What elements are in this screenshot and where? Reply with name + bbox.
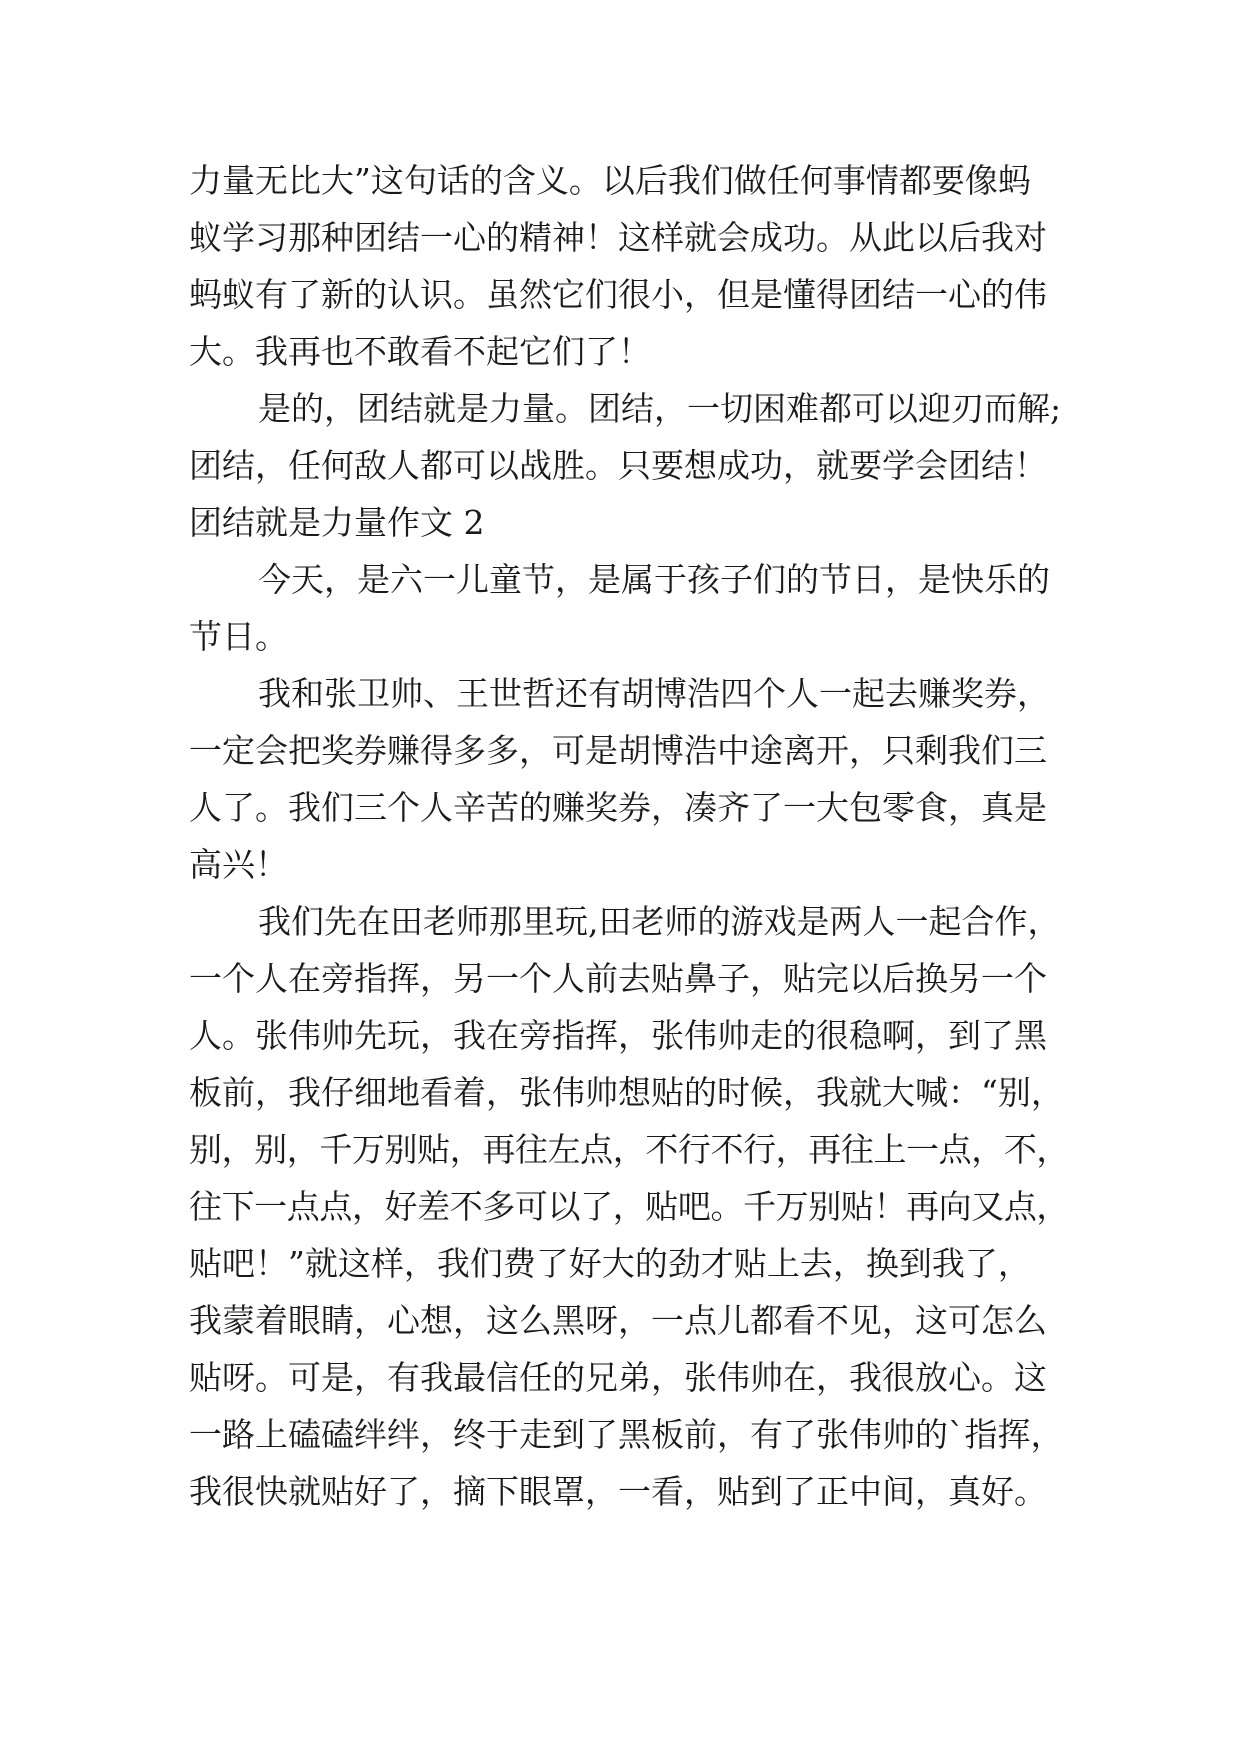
text-line: 贴呀。可是，有我最信任的兄弟，张伟帅在，我很放心。这 [189,1358,1047,1397]
text-line: 我蒙着眼睛，心想，这么黑呀，一点儿都看不见，这可怎么 [189,1301,1047,1340]
body-text [189,152,1069,1520]
text-line: 高兴！ [189,845,288,884]
text-line: 板前，我仔细地看着，张伟帅想贴的时候，我就大喊：“别， [189,1073,1064,1112]
text-line: 节日。 [189,617,288,656]
text-line: 我很快就贴好了，摘下眼罩，一看，贴到了正中间，真好。 [189,1472,1047,1511]
text-line: 贴吧！”就这样，我们费了好大的劲才贴上去，换到我了， [189,1244,1031,1283]
text-line: 我和张卫帅、王世哲还有胡博浩四个人一起去赚奖券， [258,674,1050,713]
text-line: 团结，任何敌人都可以战胜。只要想成功，就要学会团结！ [189,446,1047,485]
text-line: 大。我再也不敢看不起它们了！ [189,332,651,371]
text-line: 别，别，千万别贴，再往左点，不行不行，再往上一点，不， [189,1130,1070,1169]
text-line: 我们先在田老师那里玩,田老师的游戏是两人一起合作， [258,902,1061,941]
text-line: 一路上磕磕绊绊，终于走到了黑板前，有了张伟帅的`指挥， [189,1415,1064,1454]
text-line: 蚁学习那种团结一心的精神！这样就会成功。从此以后我对 [189,218,1047,257]
text-line: 人。张伟帅先玩，我在旁指挥，张伟帅走的很稳啊，到了黑 [189,1016,1047,1055]
text-line: 是的，团结就是力量。团结，一切困难都可以迎刃而解; [258,389,1062,428]
text-line: 人了。我们三个人辛苦的赚奖券，凑齐了一大包零食，真是 [189,788,1047,827]
section-heading: 团结就是力量作文 2 [189,503,485,542]
text-line: 一定会把奖券赚得多多，可是胡博浩中途离开，只剩我们三 [189,731,1047,770]
text-line: 一个人在旁指挥，另一个人前去贴鼻子，贴完以后换另一个 [189,959,1047,998]
text-line: 往下一点点，好差不多可以了，贴吧。千万别贴！再向又点， [189,1187,1070,1226]
text-line: 蚂蚁有了新的认识。虽然它们很小，但是懂得团结一心的伟 [189,275,1047,314]
text-line: 今天，是六一儿童节，是属于孩子们的节日，是快乐的 [258,560,1050,599]
text-line: 力量无比大”这句话的含义。以后我们做任何事情都要像蚂 [189,161,1031,200]
